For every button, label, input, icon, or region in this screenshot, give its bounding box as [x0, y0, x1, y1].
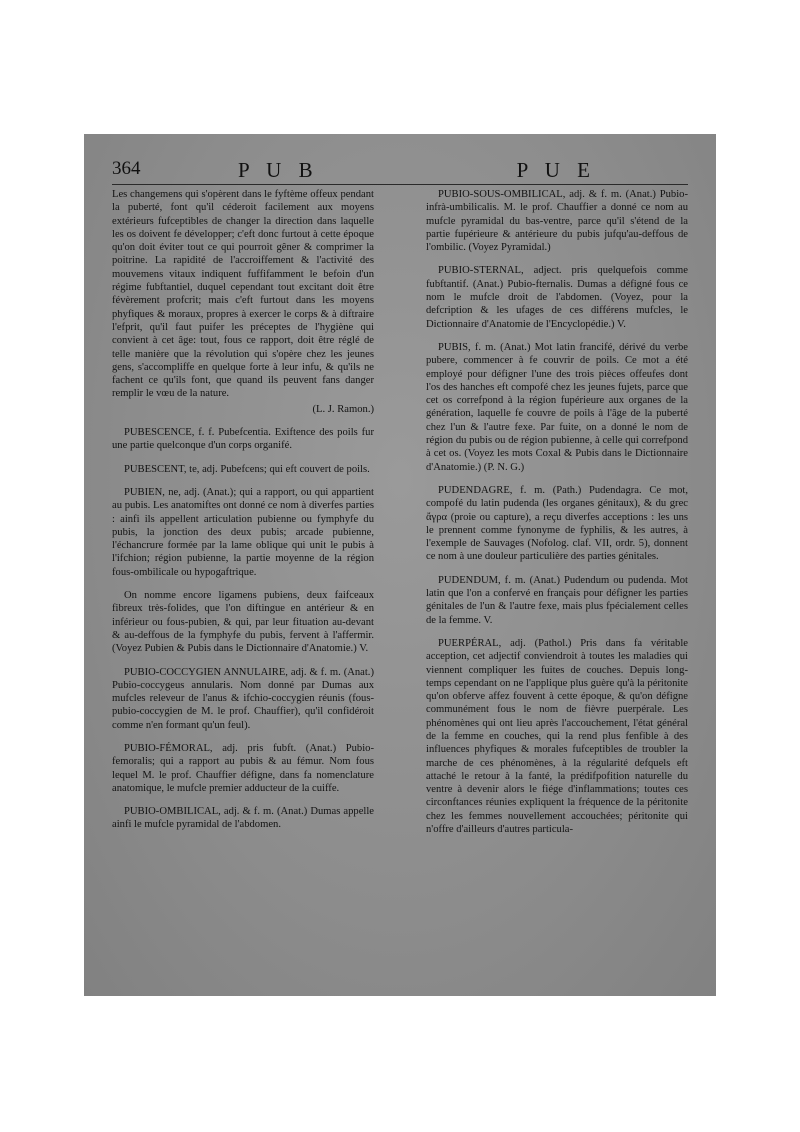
entry-pubis: PUBIS, f. m. (Anat.) Mot latin francifé, dérivé du verbe pubere, commencer à fe couvrir de poils. Ce mot a été employé pour défigner l'une des trois pièces offeufes dont l'os des hanches eft compofé chez les jeunes fujets, parce que cet os correfpond à la région fupérieure aux organes de la génération, laquelle fe couvre de poils à l'âge de la puberté chez l'un & l'autre fexe. Par fuite, on a donné le nom de région du pubis ou de région pubienne, à celle qui correfpond à cet os. (Voyez les mots Coxal & Pubis dans le Dictionnaire d'Anatomie.) (P. N. G.) [426, 341, 688, 473]
entry-pubien: PUBIEN, ne, adj. (Anat.); qui a rapport, ou qui appartient au pubis. Les anatomiftes ont donné ce nom à diverfes parties : ainfi ils appellent articulation pubienne ou fymphyfe du pubis, la jonction des deux pubis; arcade pubienne, l'échancrure formée par la lame oblique qui unit le pubis à l'ifchion; région pubienne, la partie moyenne de la région fous-ombilicale ou hypogaftrique. [112, 486, 374, 578]
entry-pubescence: PUBESCENCE, f. f. Pubefcentia. Exiftence des poils fur une partie quelconque d'un corps organifé. [112, 427, 374, 452]
entry-pubio-sternal: PUBIO-STERNAL, adject. pris quelquefois comme fubftantif. (Anat.) Pubio-fternalis. Dumas a défigné fous ce nom le mufcle droit de l'abdomen. (Voyez, pour la defcription & les ufages de ces différens mufcles, le Dictionnaire d'Anatomie de l'Encyclopédie.) V. [426, 265, 688, 330]
entry-pubio-sous-ombilical: PUBIO-SOUS-OMBILICAL, adj. & f. m. (Anat.) Pubio-infrà-umbilicalis. M. le prof. Chauffier a donné ce nom au mufcle pyramidal du bas-ventre, parce qu'il s'étend de la partie fupérieure & antérieure du pubis jufqu'au-deffous de l'ombilic. (Voyez Pyramidal.) [426, 189, 688, 254]
left-column [112, 188, 374, 842]
page-number: 364 [112, 158, 141, 179]
entry-pubio-ombilical: PUBIO-OMBILICAL, adj. & f. m. (Anat.) Dumas appelle ainfi le mufcle pyramidal de l'abdomen. [112, 806, 374, 831]
entry-pubio-coccygien: PUBIO-COCCYGIEN ANNULAIRE, adj. & f. m. (Anat.) Pubio-coccygeus annularis. Nom donné par Dumas aux mufcles releveur de l'anus & ifchio-coccygien réunis (fous-pubio-coccygien de M. le prof. Chauffier), qu'il confidéroit comme n'en formant qu'un feul). [112, 666, 374, 731]
entry-pudendagre: PUDENDAGRE, f. m. (Path.) Pudendagra. Ce mot, compofé du latin pudenda (les organes génitaux), & du grec ἄγρα (proie ou capture), a reçu diverfes acceptions : les uns le prennent comme fynonyme de fyphilis, & les autres, à l'exemple de Sauvages (Nofolog. claf. VII, ordr. 5), donnent ce nom à une douleur particulière des parties génitales. [426, 484, 688, 563]
right-column [426, 188, 688, 846]
running-head [112, 158, 688, 184]
entry-pubescent: PUBESCENT, te, adj. Pubefcens; qui eft couvert de poils. [124, 463, 370, 475]
author-signature: (L. J. Ramon.) [312, 403, 374, 415]
left-running-title: P U B [238, 158, 319, 182]
scanned-page [84, 134, 716, 996]
entry-puerperal: PUERPÉRAL, adj. (Pathol.) Pris dans fa véritable acception, cet adjectif conviendroit à toutes les maladies qui viennent compliquer les fuites de couches. Depuis long-temps cependant on ne l'applique plus guère qu'à la péritonite qu'on obferve affez fouvent à cette époque, & qu'on défigne communément fous le nom de fièvre puerpérale. Les phénomènes qui ont lieu après l'accouchement, l'état général de la femme en couches, qui la rend plus fenfible à des influences phyfiques & morales fufceptibles de troubler la marche de ces phénomènes, à la régularité defquels eft attaché le retour à la fanté, la prédifpofition naturelle du ventre à devenir alors le fiége d'inflammations; toutes ces circonftances réunies expliquent la fréquence de la péritonite chez les femmes nouvellement accouchées; péritonite qui n'offre d'ailleurs d'autres particula- [426, 637, 688, 836]
entry-pubien-cont: On nomme encore ligamens pubiens, deux faifceaux fibreux très-folides, que l'on diftingue en antérieur & en inférieur ou fous-pubien, & qui, par leur fituation au-devant & au-deffous de la fymphyfe du pubis, fervent à l'affermir. (Voyez Pubien & Pubis dans le Dictionnaire d'Anatomie.) V. [112, 590, 374, 655]
entry-paragraph: Les changemens qui s'opèrent dans le fyftème offeux pendant la puberté, font qu'il céderoit facilement aux moyens extérieurs fufceptibles de changer la direction dans laquelle les os doivent fe développer; c'eft donc furtout à cette époque qu'on doit éviter tout ce qui pourroit gêner & comprimer la poitrine. La rapidité de l'accroiffement & l'activité des mouvemens vitaux indiquent fuffifamment le befoin d'un régime fubftantiel, duquel cependant tout excitant doit être févèrement profcrit; mais c'eft furtout dans les moyens phyfiques & moraux, propres à exercer le corps & à diftraire l'efprit, qu'il faut puifer les préceptes de l'hygiène qui convient à cet âge: tout, fous ce rapport, doit être réglé de telle manière que la révolution qui s'opère chez les jeunes gens, s'accompliffe en quelque forte à leur infu, & qu'ils ne fachent ce qu'ils font, que quand ils peuvent fans danger remplir le vœu de la nature. [112, 189, 374, 400]
header-rule [112, 184, 688, 185]
right-running-title: P U E [516, 158, 596, 182]
entry-pubio-femoral: PUBIO-FÉMORAL, adj. pris fubft. (Anat.) Pubio-femoralis; qui a rapport au pubis & au fémur. Nom fous lequel M. le prof. Chauffier défigne, dans fa nomenclature anatomique, le mufcle premier adducteur de la cuiffe. [112, 742, 374, 794]
entry-pudendum: PUDENDUM, f. m. (Anat.) Pudendum ou pudenda. Mot latin que l'on a confervé en français pour défigner les parties génitales de l'un & l'autre fexe, mais plus fpécialement celles de la femme. V. [426, 574, 688, 626]
